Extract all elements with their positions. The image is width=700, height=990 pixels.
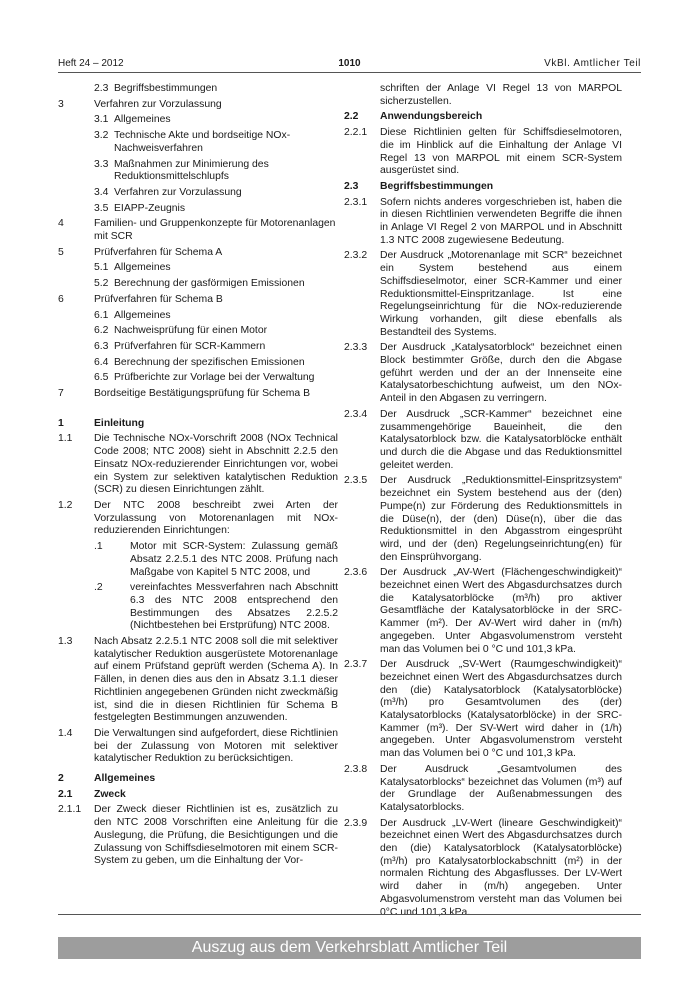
toc-title: Familien- und Gruppenkonzepte für Motorenanlagen mit SCR (94, 218, 336, 243)
paragraph: 2.3.2 Der Ausdruck „Motorenanlage mit SCR“ bezeichnet ein System bestehend aus einem Schiffsdieselmotor, einer SCR-Kammer und einer Reduktionsmittel-Einspritzanlage. Ist eine Regelungseinrichtung für die NOx-reduzierende Wirkung vorhanden, gilt diese ebenfalls als Bestandteil des Systems. (344, 250, 622, 338)
issue-label: Heft 24 – 2012 (58, 58, 124, 69)
paragraph: 2.2.1 Diese Richtlinien gelten für Schiffsdieselmotoren, die im Hinblick auf die Einhaltung der Anlage VI Regel 13 von MARPOL mit einem SCR-System ausgerüstet sind. (344, 127, 622, 177)
toc-entry (58, 247, 338, 260)
toc-title: Berechnung der spezifischen Emissionen (114, 356, 305, 368)
paragraph: 2.3.6 Der Ausdruck „AV-Wert (Flächengeschwindigkeit)“ bezeichnet einen Wert des Abgasdurchsatzes durch die Katalysatorblöcke (m³/h) pro aktiver Gesamtfläche der Katalysatorblöcke in der SRC-Kammer (m²). Der AV-Wert wird daher in (m/h) angegeben. Unter Abgasvolumenstrom versteht man das Volumen bei 0 °C und 101,3 kPa. (344, 567, 622, 655)
toc-entry (58, 262, 338, 275)
page-header (58, 58, 641, 73)
paragraph: 2.3.4 Der Ausdruck „SCR-Kammer“ bezeichnet eine zusammengehörige Baueinheit, die den Katalysatorblock bzw. die Katalysatorblöcke enthält und durch die die Abgase und das Reduktionsmittel geleitet werden. (344, 408, 622, 471)
toc-title: Verfahren zur Vorzulassung (94, 98, 222, 110)
toc-entry (58, 130, 338, 155)
toc-title: Prüfberichte zur Vorlage bei der Verwaltung (114, 372, 315, 384)
paragraph: 2.3.5 Der Ausdruck „Reduktionsmittel-Einspritzsystem“ bezeichnet ein System bestehend aus der (den) Pumpe(n) zur Förderung des Reduktionsmittels in die Düse(n), der (den) Düse(n), über die das Reduktionsmittel in den Abgasstrom eingesprüht wird, und der (den) Regelungseinrichtung(en) für den Einsprühvorgang. (344, 475, 622, 563)
toc-number: 6.5 (94, 372, 109, 384)
paragraph-continuation: schriften der Anlage VI Regel 13 von MARPOL sicherzustellen. (380, 83, 622, 107)
toc-number: 2.3 (94, 83, 109, 94)
toc-entry (58, 203, 338, 216)
toc-title: Prüfverfahren für Schema A (94, 246, 223, 258)
toc-entry (58, 341, 338, 354)
paragraph: 1.1 Die Technische NOx-Vorschrift 2008 (NOx Technical Code 2008; NTC 2008) sieht in Abschnitt 2.2.5 den Einsatz NOx-reduzierender Einrichtungen vor, wobei ein System zur selektiven katalytischen Reduktion (SCR) zu diesen Einrichtungen zählt. (58, 433, 338, 496)
toc-entry (58, 278, 338, 291)
toc-number: 4 (58, 218, 64, 230)
toc-number: 3.5 (94, 202, 109, 214)
toc-entry (58, 218, 338, 243)
toc-title: Prüfverfahren für Schema B (94, 293, 223, 305)
page-number: 1010 (338, 58, 361, 69)
toc-number: 3.4 (94, 186, 109, 198)
toc-title: EIAPP-Zeugnis (114, 202, 186, 214)
section-heading: 2.3 Begriffsbestimmungen (344, 180, 494, 192)
toc-title: Technische Akte und bordseitige NOx-Nachweisverfahren (114, 130, 291, 154)
toc-entry (58, 114, 338, 127)
toc-number: 6.4 (94, 356, 109, 368)
paragraph: 1.4 Die Verwaltungen sind aufgefordert, diese Richtlinien bei der Zulassung von Motoren mit selektiver katalytischer Reduktion zu berücksichtigen. (58, 727, 338, 765)
toc-number: 6 (58, 293, 64, 305)
toc-title: Allgemeines (114, 114, 171, 126)
toc-number: 6.1 (94, 309, 109, 321)
toc-number: 6.2 (94, 325, 109, 337)
toc-number: 5.2 (94, 278, 109, 290)
toc-title: Begriffsbestimmungen (114, 83, 218, 94)
toc-entry (58, 159, 338, 184)
toc-number: 6.3 (94, 340, 109, 352)
footer-divider (58, 914, 641, 915)
toc-title: Allgemeines (114, 309, 171, 321)
section-heading: 1 Einleitung (58, 417, 145, 429)
list-item: .2 vereinfachtes Messverfahren nach Abschnitt 6.3 des NTC 2008 entsprechend den Bestimmungen des Absatzes 2.2.5.2 (Nichtbestehen bei Erstprüfung) NTC 2008. (94, 582, 338, 632)
toc-entry (58, 388, 338, 401)
section-heading: 2.1 Zweck (58, 788, 126, 800)
paragraph: 1.2 Der NTC 2008 beschreibt zwei Arten der Vorzulassung von Motorenanlagen mit NOx-reduzierenden Einrichtungen: (58, 499, 338, 537)
toc-entry (58, 99, 338, 112)
toc-entry (58, 187, 338, 200)
right-column (344, 83, 622, 922)
paragraph: 2.3.3 Der Ausdruck „Katalysatorblock“ bezeichnet einen Block bestimmter Größe, durch den die Abgase geführt werden und der an der Innenseite eine Katalysatorbeschichtung aufweist, um den NOx-Anteil in den Abgasen zu verringern. (344, 342, 622, 405)
paragraph: 1.3 Nach Absatz 2.2.5.1 NTC 2008 soll die mit selektiver katalytischer Reduktion ausgerüstete Motorenanlage auf einem Prüfstand geprüft werden (Schema A). In Fällen, in denen dies aus den in Absatz 3.1.1 dieser Richtlinien angegebenen Gründen nicht zweckmäßig ist, sind die in diesen Richtlinien für Schema B festgelegten Bestimmungen anzuwenden. (58, 636, 338, 724)
list-item: .1 Motor mit SCR-System: Zulassung gemäß Absatz 2.2.5.1 des NTC 2008. Prüfung nach Maßgabe von Kapitel 5 NTC 2008, und (94, 541, 338, 578)
toc-title: Bordseitige Bestätigungsprüfung für Schema B (94, 388, 311, 400)
toc-number: 7 (58, 388, 64, 400)
paragraph: 2.3.8 Der Ausdruck „Gesamtvolumen des Katalysatorblocks“ bezeichnet das Volumen (m³) auf der Grundlage der Außenabmessungen des Katalysatorblocks. (344, 763, 622, 813)
section-heading: 2.2 Anwendungsbereich (344, 111, 483, 123)
toc-entry (58, 357, 338, 370)
publication-title: VkBl. Amtlicher Teil (544, 58, 641, 69)
toc-title: Verfahren zur Vorzulassung (114, 186, 242, 198)
toc-number: 3.1 (94, 114, 109, 126)
toc-title: Prüfverfahren für SCR-Kammern (114, 340, 266, 352)
toc-title: Maßnahmen zur Minimierung des Reduktionsmittelschlupfs (114, 158, 269, 183)
footer-banner: Auszug aus dem Verkehrsblatt Amtlicher Teil (58, 937, 641, 959)
toc-number: 3.3 (94, 158, 109, 170)
paragraph: 2.1.1 Der Zweck dieser Richtlinien ist es, zusätzlich zu den NTC 2008 Vorschriften eine Anleitung für die Auslegung, die Prüfung, die Besichtigungen und die Zulassung von Schiffsdieselmotoren mit einem SCR-System zu geben, um die Einhaltung der Vor- (58, 804, 338, 867)
toc-title: Berechnung der gasförmigen Emissionen (114, 278, 305, 290)
toc-entry (58, 310, 338, 323)
toc-entry (58, 372, 338, 385)
toc-number: 5 (58, 246, 64, 258)
toc-number: 3.2 (94, 130, 109, 142)
toc-title: Allgemeines (114, 262, 171, 274)
toc-entry (58, 325, 338, 338)
table-of-contents (58, 83, 338, 401)
toc-number: 5.1 (94, 262, 109, 274)
toc-entry (58, 83, 338, 96)
section-heading: 2 Allgemeines (58, 773, 156, 785)
paragraph: 2.3.1 Sofern nichts anderes vorgeschrieben ist, haben die in diesen Richtlinien verwendeten Begriffe die ihnen in Anlage VI Regel 2 von MARPOL und in Abschnitt 1.3 NTC 2008 zugewiesene Bedeutung. (344, 196, 622, 246)
paragraph: 2.3.9 Der Ausdruck „LV-Wert (lineare Geschwindigkeit)“ bezeichnet einen Wert des Abgasdurchsatzes durch den (die) Katalysatorblock (Katalysatorblöcke) (m³/h) pro Katalysatorblockabschnitt (m²) in der normalen Richtung des Abgasflusses. Der LV-Wert wird daher in (m/h) angegeben. Unter Abgasvolumenstrom versteht man das Volumen bei 0°C und 101,3 kPa. (344, 817, 622, 918)
left-column (58, 83, 338, 871)
toc-title: Nachweisprüfung für einen Motor (114, 325, 268, 337)
toc-number: 3 (58, 98, 64, 110)
paragraph: 2.3.7 Der Ausdruck „SV-Wert (Raumgeschwindigkeit)“ bezeichnet einen Wert des Abgasdurchsatzes durch den (die) Katalysatorblock (Katalysatorblöcke) (m³/h) pro Gesamtvolumen des (der) Katalysatorblocks (Katalysatorblöcke) in der SRC-Kammer (m³). Der SV-Wert wird daher in (1/h) angegeben. Unter Abgasvolumenstrom versteht man das Volumen bei 0 °C und 101,3 kPa. (344, 659, 622, 760)
toc-entry (58, 294, 338, 307)
